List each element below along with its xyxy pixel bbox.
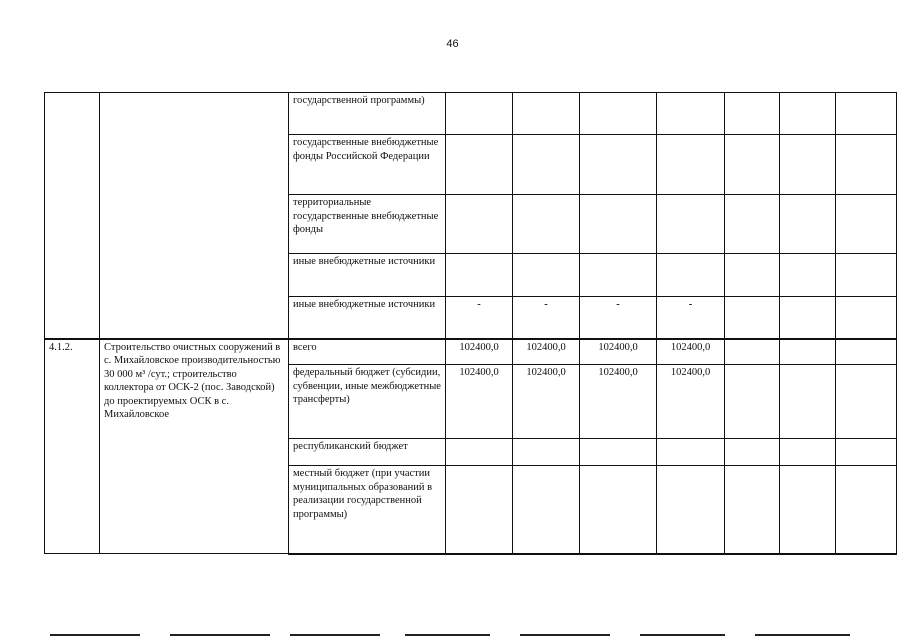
- source-cell: иные внебюджетные источники: [289, 297, 446, 339]
- empty-cell: [725, 195, 780, 254]
- empty-cell: [725, 365, 780, 439]
- value-cell: [580, 195, 657, 254]
- budget-table: [44, 92, 897, 555]
- item-name-cell: [100, 93, 289, 339]
- value-cell: [513, 135, 580, 195]
- value-cell: [446, 254, 513, 297]
- value-cell: [446, 439, 513, 466]
- value-cell: [657, 254, 725, 297]
- empty-cell: [780, 439, 836, 466]
- bottom-rule: [290, 634, 380, 636]
- source-cell: государственной программы): [289, 93, 446, 135]
- item-number-cell: [45, 93, 100, 339]
- table-row: [45, 93, 897, 135]
- value-cell: [513, 195, 580, 254]
- bottom-rule: [405, 634, 490, 636]
- value-cell: [580, 439, 657, 466]
- value-cell: -: [513, 297, 580, 339]
- value-cell: -: [657, 297, 725, 339]
- empty-cell: [725, 339, 780, 365]
- page-number: 46: [446, 38, 459, 50]
- value-cell: 102400,0: [446, 365, 513, 439]
- item-number-cell: 4.1.2.: [45, 339, 100, 554]
- value-cell: -: [446, 297, 513, 339]
- bottom-rule: [50, 634, 140, 636]
- value-cell: 102400,0: [446, 339, 513, 365]
- source-cell: республиканский бюджет: [289, 439, 446, 466]
- empty-cell: [836, 339, 897, 365]
- source-cell: всего: [289, 339, 446, 365]
- value-cell: 102400,0: [513, 339, 580, 365]
- value-cell: -: [580, 297, 657, 339]
- source-cell: иные внебюджетные источники: [289, 254, 446, 297]
- empty-cell: [836, 195, 897, 254]
- empty-cell: [725, 297, 780, 339]
- empty-cell: [780, 339, 836, 365]
- value-cell: [446, 93, 513, 135]
- empty-cell: [725, 466, 780, 554]
- value-cell: [513, 439, 580, 466]
- value-cell: [446, 195, 513, 254]
- value-cell: [580, 466, 657, 554]
- empty-cell: [836, 93, 897, 135]
- empty-cell: [836, 297, 897, 339]
- table-row: [45, 339, 897, 365]
- empty-cell: [725, 93, 780, 135]
- empty-cell: [780, 195, 836, 254]
- empty-cell: [836, 466, 897, 554]
- empty-cell: [780, 466, 836, 554]
- empty-cell: [725, 439, 780, 466]
- empty-cell: [836, 254, 897, 297]
- value-cell: [580, 254, 657, 297]
- value-cell: 102400,0: [657, 339, 725, 365]
- value-cell: 102400,0: [657, 365, 725, 439]
- empty-cell: [780, 365, 836, 439]
- empty-cell: [780, 297, 836, 339]
- value-cell: [446, 466, 513, 554]
- empty-cell: [780, 135, 836, 195]
- value-cell: [513, 466, 580, 554]
- value-cell: [446, 135, 513, 195]
- empty-cell: [725, 135, 780, 195]
- empty-cell: [836, 135, 897, 195]
- empty-cell: [725, 254, 780, 297]
- value-cell: 102400,0: [580, 365, 657, 439]
- bottom-rule: [755, 634, 850, 636]
- value-cell: [580, 93, 657, 135]
- value-cell: [657, 93, 725, 135]
- empty-cell: [836, 365, 897, 439]
- bottom-rule: [520, 634, 610, 636]
- value-cell: [513, 93, 580, 135]
- source-cell: территориальные государственные внебюджетные фонды: [289, 195, 446, 254]
- value-cell: [513, 254, 580, 297]
- value-cell: [657, 195, 725, 254]
- empty-cell: [836, 439, 897, 466]
- empty-cell: [780, 93, 836, 135]
- empty-cell: [780, 254, 836, 297]
- value-cell: 102400,0: [580, 339, 657, 365]
- value-cell: 102400,0: [513, 365, 580, 439]
- value-cell: [657, 466, 725, 554]
- value-cell: [657, 135, 725, 195]
- source-cell: местный бюджет (при участии муниципальных образований в реализации государственной программы): [289, 466, 446, 554]
- source-cell: федеральный бюджет (субсидии, субвенции, иные межбюджетные трансферты): [289, 365, 446, 439]
- source-cell: государственные внебюджетные фонды Российской Федерации: [289, 135, 446, 195]
- value-cell: [657, 439, 725, 466]
- value-cell: [580, 135, 657, 195]
- item-name-cell: Строительство очистных сооружений в с. Михайловское производительностью 30 000 м³ /сут.; строительство коллектора от ОСК-2 (пос. Заводской) до проектируемых ОСК в с. Михайловское: [100, 339, 289, 554]
- bottom-rule: [170, 634, 270, 636]
- bottom-rule: [640, 634, 725, 636]
